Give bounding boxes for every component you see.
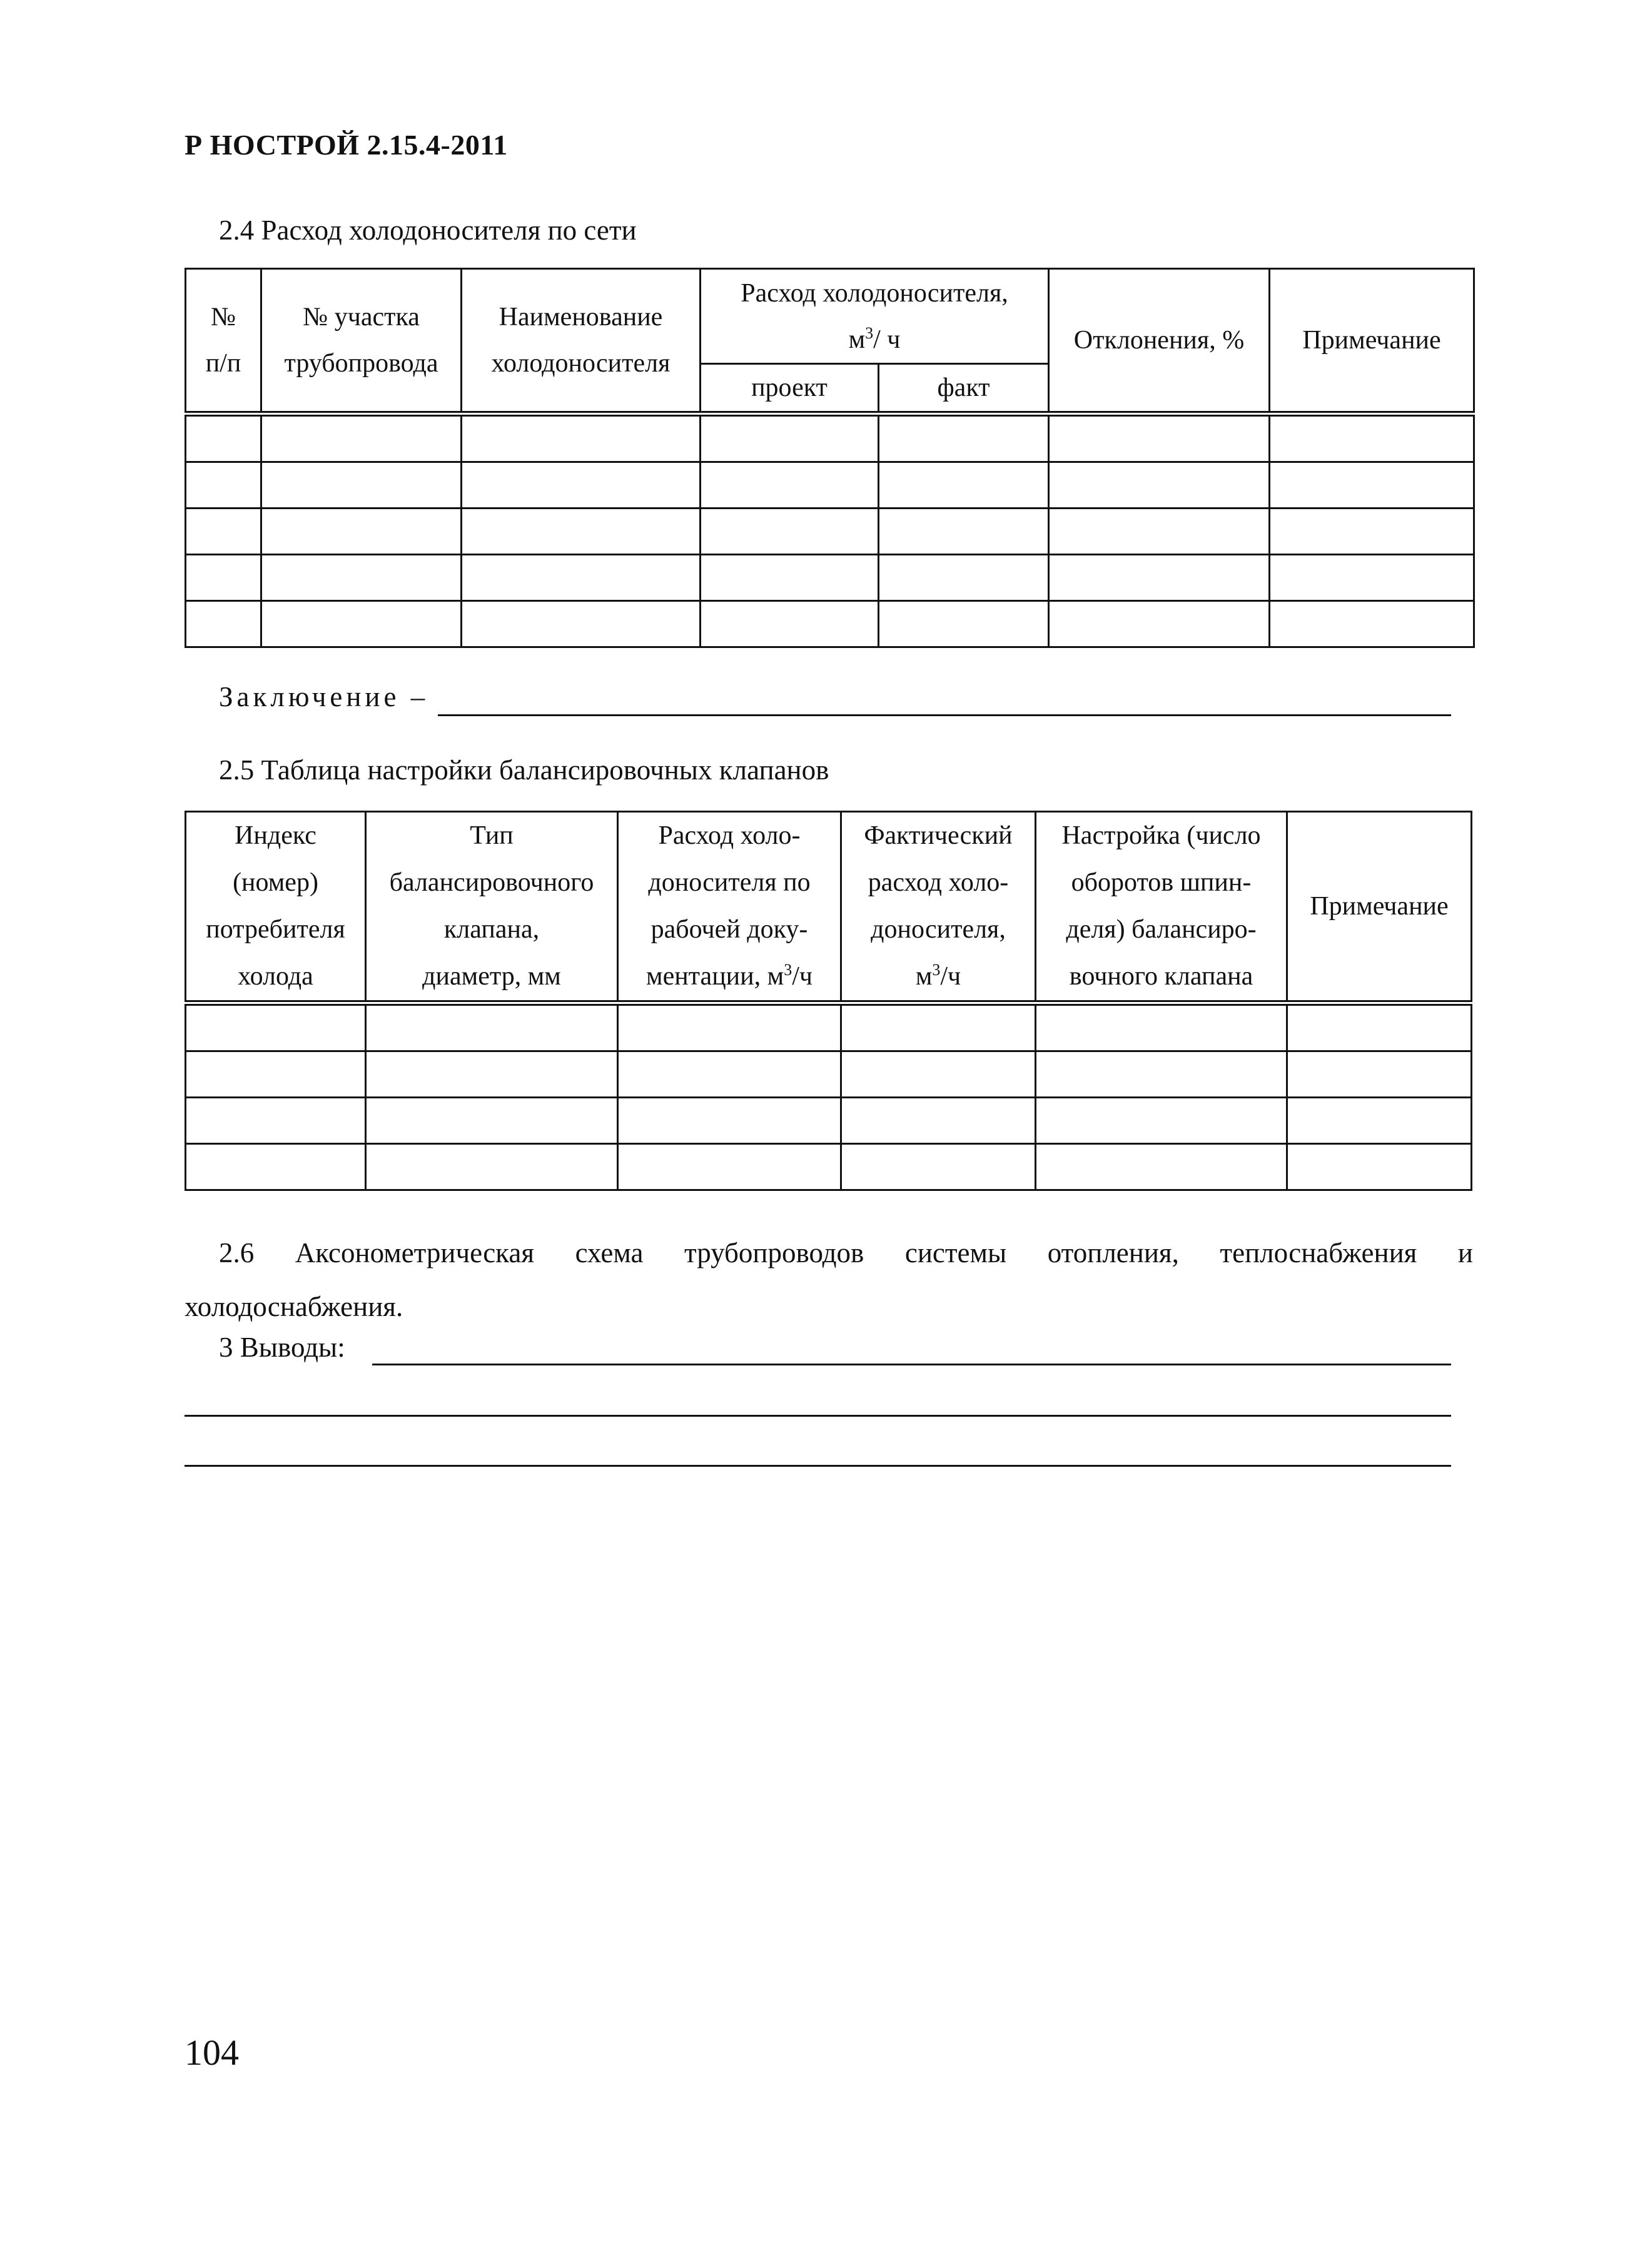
- col-coolant-flow: Расход холодоносителя, $м^3/$ ч: [701, 269, 1049, 364]
- coolant-flow-table-cell: [462, 462, 701, 509]
- conclusions-label: 3 Выводы:: [219, 1332, 345, 1363]
- coolant-flow-table-cell: [1270, 601, 1474, 647]
- coolant-flow-table-cell: [701, 601, 879, 647]
- coolant-flow-table-cell: [701, 462, 879, 509]
- col-deviation: Отклонения, %: [1049, 269, 1270, 414]
- coolant-flow-table-cell: [701, 414, 879, 462]
- coolant-flow-table-row: [186, 555, 1474, 601]
- coolant-flow-table-cell: [186, 509, 261, 555]
- coolant-flow-table-cell: [701, 509, 879, 555]
- section-2-5-title: 2.5 Таблица настройки балансировочных клапанов: [219, 754, 829, 786]
- coolant-flow-table-cell: [186, 414, 261, 462]
- balancing-valve-table-cell: [618, 1098, 841, 1144]
- balancing-valve-table-cell: [618, 1144, 841, 1190]
- col-project: проект: [701, 364, 879, 414]
- balancing-valve-table-cell: [618, 1051, 841, 1098]
- col-valve-setting: Настройка (число оборотов шпин- деля) балансиро- вочного клапана: [1036, 812, 1287, 1003]
- coolant-flow-table-cell: [1049, 509, 1270, 555]
- balancing-valve-table-cell: [1287, 1144, 1472, 1190]
- balancing-valve-table-cell: [1287, 1098, 1472, 1144]
- coolant-flow-table-cell: [462, 601, 701, 647]
- col-note: Примечание: [1270, 269, 1474, 414]
- coolant-flow-table-cell: [879, 414, 1049, 462]
- coolant-flow-table-cell: [879, 601, 1049, 647]
- col-pipe-section: № участка трубопровода: [261, 269, 462, 414]
- coolant-flow-table-cell: [261, 462, 462, 509]
- coolant-flow-table-row: [186, 601, 1474, 647]
- coolant-flow-table-cell: [186, 555, 261, 601]
- balancing-valve-table-cell: [1287, 1051, 1472, 1098]
- coolant-flow-table-cell: [462, 509, 701, 555]
- col-note: Примечание: [1287, 812, 1472, 1003]
- balancing-valve-table-cell: [366, 1144, 618, 1190]
- document-id: Р НОСТРОЙ 2.15.4-2011: [185, 129, 508, 161]
- coolant-flow-table-row: [186, 509, 1474, 555]
- balancing-valve-table-cell: [186, 1051, 366, 1098]
- balancing-valve-table-cell: [841, 1098, 1036, 1144]
- balancing-valve-table-cell: [366, 1003, 618, 1051]
- coolant-flow-table-cell: [261, 414, 462, 462]
- coolant-flow-table-cell: [462, 555, 701, 601]
- coolant-flow-table-cell: [1270, 555, 1474, 601]
- coolant-flow-table: [185, 268, 1475, 648]
- coolant-flow-table-cell: [261, 601, 462, 647]
- balancing-valve-table-cell: [186, 1003, 366, 1051]
- balancing-valve-table-row: [186, 1098, 1472, 1144]
- col-coolant-name: Наименование холодоносителя: [462, 269, 701, 414]
- balancing-valve-table-cell: [1036, 1144, 1287, 1190]
- balancing-valve-table-cell: [1036, 1098, 1287, 1144]
- balancing-valve-table-cell: [841, 1051, 1036, 1098]
- section-2-6-text-line1: 2.6 Аксонометрическая схема трубопроводов системы отопления, теплоснабжения и: [219, 1237, 1473, 1268]
- conclusions-fill-line-2: [185, 1415, 1451, 1417]
- coolant-flow-table-cell: [261, 555, 462, 601]
- coolant-flow-table-row: [186, 414, 1474, 462]
- balancing-valve-table-cell: [1287, 1003, 1472, 1051]
- col-num: № п/п: [186, 269, 261, 414]
- page-number: 104: [185, 2032, 239, 2073]
- col-actual-flow: Фактический расход холо- доносителя, $м^3/ч$: [841, 812, 1036, 1003]
- coolant-flow-table-cell: [879, 509, 1049, 555]
- coolant-flow-table-cell: [1049, 601, 1270, 647]
- coolant-flow-table-cell: [879, 462, 1049, 509]
- col-fact: факт: [879, 364, 1049, 414]
- balancing-valve-table: [185, 811, 1472, 1191]
- balancing-valve-table-cell: [186, 1098, 366, 1144]
- coolant-flow-table-cell: [1049, 462, 1270, 509]
- coolant-flow-table-row: [186, 462, 1474, 509]
- coolant-flow-table-cell: [1270, 414, 1474, 462]
- balancing-valve-table-cell: [1036, 1003, 1287, 1051]
- section-2-4-title: 2.4 Расход холодоносителя по сети: [219, 215, 637, 246]
- balancing-valve-table-cell: [1036, 1051, 1287, 1098]
- col-consumer-index: Индекс (номер) потребителя холода: [186, 812, 366, 1003]
- coolant-flow-table-cell: [1049, 414, 1270, 462]
- conclusions-fill-line-1: [372, 1364, 1451, 1365]
- balancing-valve-table-cell: [841, 1003, 1036, 1051]
- balancing-valve-table-row: [186, 1051, 1472, 1098]
- balancing-valve-table-row: [186, 1003, 1472, 1051]
- col-doc-flow: Расход холо- доносителя по рабочей доку- ментации, $м^3/ч$: [618, 812, 841, 1003]
- balancing-valve-table-cell: [618, 1003, 841, 1051]
- coolant-flow-table-cell: [186, 601, 261, 647]
- coolant-flow-table-cell: [1270, 509, 1474, 555]
- coolant-flow-table-cell: [186, 462, 261, 509]
- balancing-valve-table-cell: [366, 1098, 618, 1144]
- coolant-flow-table-cell: [879, 555, 1049, 601]
- balancing-valve-table-cell: [841, 1144, 1036, 1190]
- balancing-valve-table-row: [186, 1144, 1472, 1190]
- balancing-valve-table-cell: [366, 1051, 618, 1098]
- conclusions-fill-line-3: [185, 1465, 1451, 1467]
- conclusion-fill-line: [438, 714, 1451, 716]
- conclusion-label: Заключение –: [219, 681, 429, 712]
- coolant-flow-table-cell: [462, 414, 701, 462]
- section-2-6-text-line2: холодоснабжения.: [185, 1291, 403, 1322]
- coolant-flow-table-cell: [1049, 555, 1270, 601]
- balancing-valve-table-cell: [186, 1144, 366, 1190]
- coolant-flow-table-cell: [1270, 462, 1474, 509]
- col-valve-type: Тип балансировочного клапана, диаметр, мм: [366, 812, 618, 1003]
- coolant-flow-table-cell: [701, 555, 879, 601]
- coolant-flow-table-cell: [261, 509, 462, 555]
